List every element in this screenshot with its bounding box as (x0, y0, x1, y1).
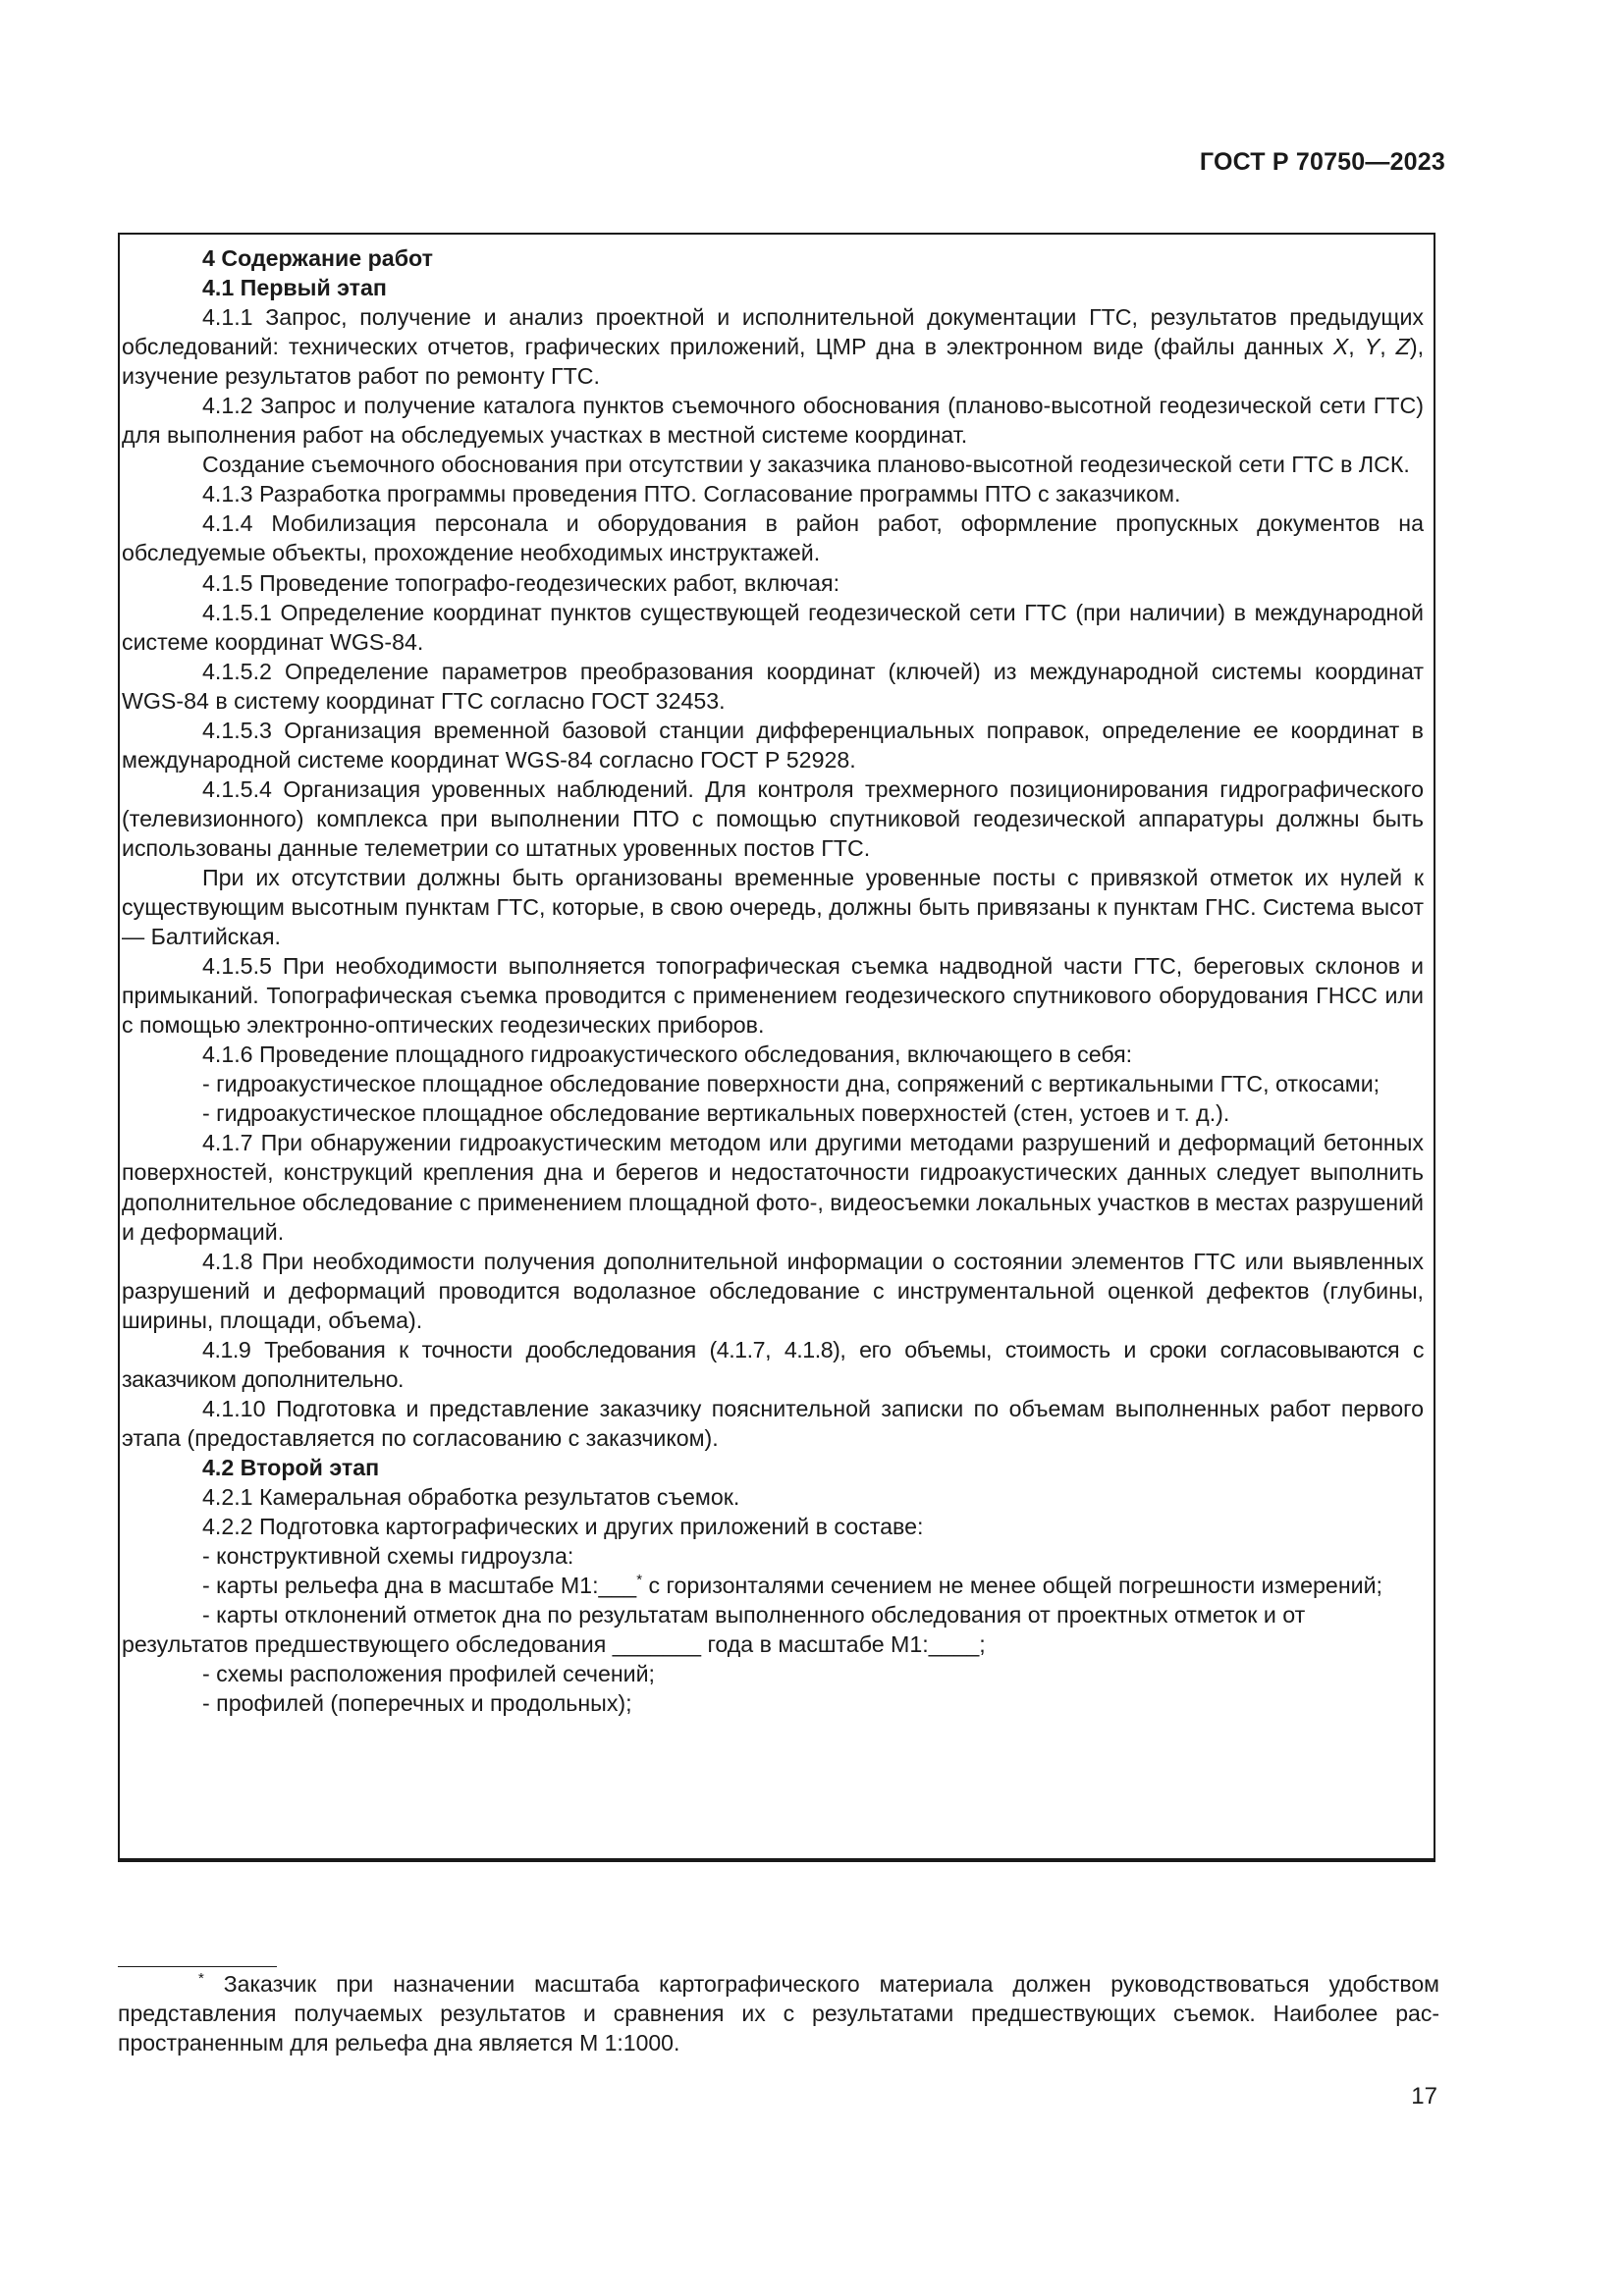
paragraph-4-1-1: 4.1.1 Запрос, получение и анализ проектной и исполнительной документации ГТС, результатов предыдущих обследований: технических отчетов, графических приложений, ЦМР дна в электронном виде (файлы данных X, Y, Z), изучение результатов работ по ремонту ГТС. (122, 304, 1425, 390)
paragraph-4-1-5-5: 4.1.5.5 При необходимости выполняется топографическая съемка надводной части ГТС, береговых склонов и примыканий. Топографическая съемка проводится с применением геодезического спутникового оборудования ГНСС или с помощью электронно-оптических геодезических приборов. (122, 953, 1424, 1039)
section-title: 4 Содержание работ (202, 245, 433, 271)
paragraph-4-1-9: 4.1.9 Требования к точности дообследования (4.1.7, 4.1.8), его объемы, стоимость и сроки согласовываются с заказчиком дополнительно. (122, 1336, 1424, 1392)
paragraph-4-1-5-2: 4.1.5.2 Определение параметров преобразования координат (ключей) из международной системы координат WGS-84 в систему координат ГТС согласно ГОСТ 32453. (122, 658, 1424, 714)
paragraph-4-1-7: 4.1.7 При обнаружении гидроакустическим методом или другими методами разрушений и деформаций бетонных поверхностей, конструкций крепления дна и берегов и недостаточности гидроакустических данных следует выполнить дополнительное обследование с применением площадной фото-, видеосъемки локальных участков в местах разрушений и деформаций. (122, 1130, 1424, 1245)
footnote-separator (118, 1966, 277, 1967)
footnote-marker: * (198, 1970, 204, 1987)
list-item: - гидроакустическое площадное обследование поверхности дна, сопряжений с вертикальными ГТС, откосами; (202, 1071, 1380, 1097)
paragraph-4-1-5-1: 4.1.5.1 Определение координат пунктов существующей геодезической сети ГТС (при наличии) в международной системе координат WGS-84. (122, 599, 1424, 655)
paragraph-4-2-1: 4.2.1 Камеральная обработка результатов съемок. (202, 1483, 740, 1510)
paragraph-4-1-5-4-note: При их отсутствии должны быть организованы временные уровенные посты с привязкой отметок их нулей к существующим высотным пунктам ГТС, которые, в свою очередь, должны быть привязаны к пунктам ГНС. Система высот — Балтийская. (122, 864, 1424, 950)
stage1-heading: 4.1 Первый этап (202, 275, 387, 301)
paragraph-4-1-6: 4.1.6 Проведение площадного гидроакустического обследования, включающего в себя: (202, 1041, 1133, 1068)
paragraph-4-1-5: 4.1.5 Проведение топографо-геодезических работ, включая: (202, 569, 840, 596)
list-item: - карты отклонений отметок дна по результатам выполненного обследования от проектных отметок и от результатов предшествующего обследования _______ года в масштабе М1:____; (122, 1602, 1306, 1658)
page-number: 17 (1411, 2083, 1437, 2109)
list-item: - схемы расположения профилей сечений; (202, 1661, 655, 1687)
paragraph-4-1-2-note: Создание съемочного обоснования при отсутствии у заказчика планово-высотной геодезической сети ГТС в ЛСК. (202, 452, 1410, 478)
stage2-heading: 4.2 Второй этап (202, 1454, 380, 1480)
paragraph-4-2-2: 4.2.2 Подготовка картографических и других приложений в составе: (202, 1514, 924, 1540)
list-item: - конструктивной схемы гидроузла: (202, 1543, 574, 1570)
paragraph-4-1-2: 4.1.2 Запрос и получение каталога пунктов съемочного обоснования (планово-высотной геодезической сети ГТС) для выполнения работ на обследуемых участках в местной системе координат. (122, 393, 1424, 449)
paragraph-4-1-4: 4.1.4 Мобилизация персонала и оборудования в район работ, оформление пропускных документов на обследуемые объекты, прохождение необходимых инструктажей. (122, 510, 1424, 566)
footnote-text: Заказчик при назначении масштаба картографического материала должен руководствоваться удобством представления получаемых результатов и сравнения их с результатами предшествующих съемок. Наиболее распространенным для рельефа дна является М 1:1000. (118, 1971, 1439, 2056)
paragraph-4-1-8: 4.1.8 При необходимости получения дополнительной информации о состоянии элементов ГТС или выявленных разрушений и деформаций проводится водолазное обследование с инструментальной оценкой дефектов (глубины, ширины, площади, объема). (122, 1248, 1424, 1333)
paragraph-4-1-5-3: 4.1.5.3 Организация временной базовой станции дифференциальных поправок, определение ее координат в международной системе координат WGS-84 согласно ГОСТ Р 52928. (122, 717, 1424, 773)
list-item: - карты рельефа дна в масштабе М1:___* с горизонталями сечением не менее общей погрешности измерений; (202, 1572, 1382, 1599)
list-item: - гидроакустическое площадное обследование вертикальных поверхностей (стен, устоев и т. д.). (202, 1100, 1230, 1127)
list-item: - профилей (поперечных и продольных); (202, 1690, 632, 1717)
paragraph-4-1-10: 4.1.10 Подготовка и представление заказчику пояснительной записки по объемам выполненных работ первого этапа (предоставляется по согласованию с заказчиком). (122, 1395, 1424, 1451)
footnote (118, 1969, 1439, 2057)
paragraph-4-1-3: 4.1.3 Разработка программы проведения ПТО. Согласование программы ПТО с заказчиком. (202, 481, 1181, 507)
document-code: ГОСТ Р 70750—2023 (1199, 148, 1445, 176)
footnote-reference: * (636, 1572, 643, 1589)
paragraph-4-1-5-4: 4.1.5.4 Организация уровенных наблюдений. Для контроля трехмерного позиционирования гидрографического (телевизионного) комплекса при выполнении ПТО с помощью спутниковой геодезической аппаратуры должны быть использованы данные телеметрии со штатных уровенных постов ГТС. (122, 775, 1424, 861)
section-content (122, 243, 1424, 1718)
